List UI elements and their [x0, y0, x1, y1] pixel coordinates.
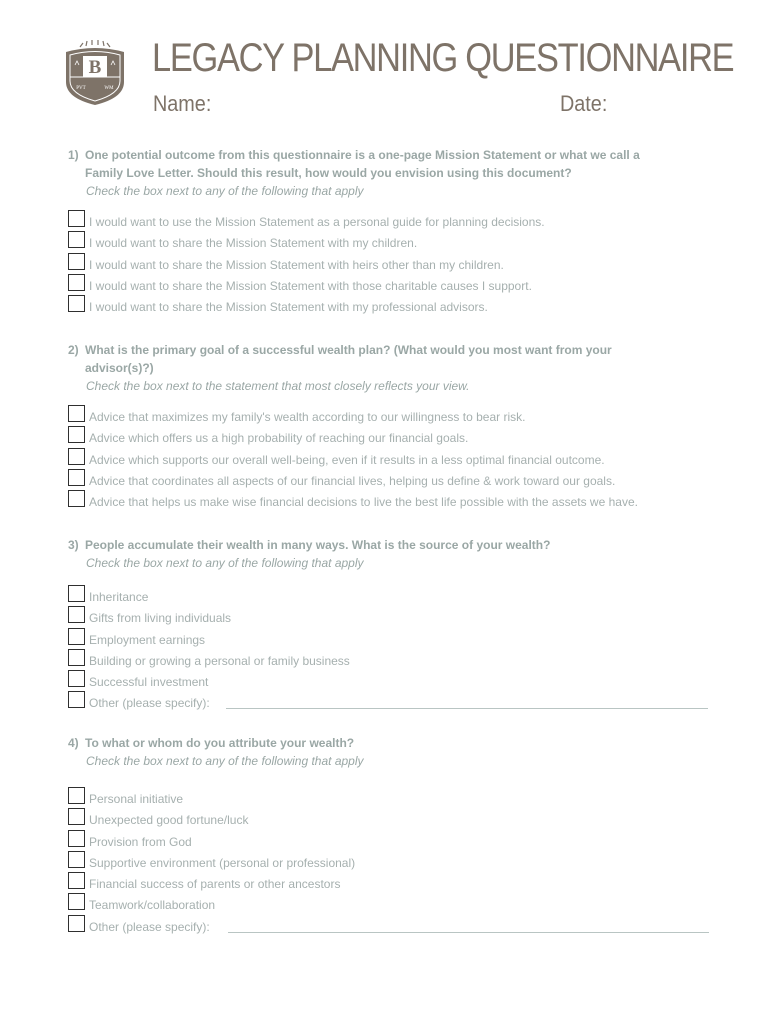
option-label: Advice which offers us a high probability of reaching our financial goals. — [89, 431, 469, 446]
question-3-line: People accumulate their wealth in many ways. What is the source of your wealth? — [85, 538, 551, 552]
date-field-label: Date: — [560, 91, 608, 116]
checkbox[interactable] — [68, 787, 85, 804]
option-row — [68, 878, 688, 899]
option-label: I would want to share the Mission Statement with my professional advisors. — [89, 300, 488, 315]
option-row — [68, 411, 688, 432]
option-label: I would want to share the Mission Statement with my children. — [89, 236, 418, 251]
option-row — [68, 591, 688, 612]
option-row — [68, 676, 688, 697]
question-1-instruction: Check the box next to any of the following that apply — [86, 184, 364, 198]
option-row — [68, 814, 688, 835]
checkbox[interactable] — [68, 872, 85, 889]
question-2 — [68, 341, 688, 517]
logo-left-text: PVT — [76, 86, 86, 91]
option-label: Other (please specify): — [89, 696, 210, 711]
logo-letter: B — [88, 57, 102, 78]
checkbox[interactable] — [68, 670, 85, 687]
question-2-options — [68, 411, 688, 517]
question-3-number: 3) — [68, 538, 79, 552]
checkbox[interactable] — [68, 448, 85, 465]
option-row — [68, 655, 688, 676]
option-row — [68, 216, 688, 237]
option-label: Teamwork/collaboration — [89, 898, 216, 913]
checkbox[interactable] — [68, 851, 85, 868]
option-label: Other (please specify): — [89, 919, 210, 934]
option-row-other — [68, 697, 688, 718]
question-4 — [68, 734, 688, 942]
option-row — [68, 793, 688, 814]
option-label: Advice that maximizes my family's wealth according to our willingness to bear risk. — [89, 410, 526, 424]
option-row — [68, 301, 688, 322]
option-label: I would want to share the Mission Statement with those charitable causes I support. — [89, 278, 532, 293]
question-4-line: To what or whom do you attribute your wealth? — [85, 736, 355, 750]
checkbox[interactable] — [68, 426, 85, 443]
option-label: Personal initiative — [89, 792, 184, 806]
question-3-text — [68, 536, 688, 554]
option-label: Employment earnings — [89, 632, 206, 647]
option-label: I would want to use the Mission Statement as a personal guide for planning decisions. — [89, 215, 545, 229]
question-3 — [68, 536, 688, 719]
option-row — [68, 475, 688, 496]
checkbox[interactable] — [68, 210, 85, 227]
option-row — [68, 259, 688, 280]
option-label: Gifts from living individuals — [89, 611, 232, 626]
question-1 — [68, 146, 688, 322]
question-4-number: 4) — [68, 736, 79, 750]
question-2-line: What is the primary goal of a successful wealth plan? (What would you most want from your — [85, 343, 612, 357]
checkbox[interactable] — [68, 628, 85, 645]
question-1-line: Family Love Letter. Should this result, how would you envision using this document? — [85, 166, 572, 180]
checkbox[interactable] — [68, 915, 85, 932]
other-specify-line[interactable] — [226, 708, 708, 709]
other-specify-line[interactable] — [228, 932, 709, 933]
option-row — [68, 432, 688, 453]
option-label: Financial success of parents or other ancestors — [89, 877, 341, 892]
option-label: Advice that coordinates all aspects of our financial lives, helping us define & work toward our goals. — [89, 473, 616, 488]
checkbox[interactable] — [68, 585, 85, 602]
checkbox[interactable] — [68, 490, 85, 507]
option-label: Advice that helps us make wise financial decisions to live the best life possible with the assets we have. — [89, 495, 638, 510]
question-1-line: One potential outcome from this questionnaire is a one-page Mission Statement or what we call a — [85, 148, 640, 162]
question-2-instruction: Check the box next to the statement that most closely reflects your view. — [86, 379, 470, 393]
checkbox[interactable] — [68, 649, 85, 666]
question-3-options — [68, 591, 688, 719]
option-row — [68, 496, 688, 517]
option-label: Advice which supports our overall well-being, even if it results in a less optimal financial outcome. — [89, 452, 605, 467]
option-label: Inheritance — [89, 590, 149, 604]
option-row-other — [68, 921, 688, 942]
question-4-options — [68, 793, 688, 942]
option-label: I would want to share the Mission Statement with heirs other than my children. — [89, 257, 504, 272]
question-1-number: 1) — [68, 148, 79, 162]
question-3-instruction: Check the box next to any of the following that apply — [86, 556, 364, 570]
option-label: Supportive environment (personal or professional) — [89, 855, 356, 870]
question-4-text — [68, 734, 688, 752]
option-row — [68, 857, 688, 878]
option-row — [68, 612, 688, 633]
option-label: Building or growing a personal or family business — [89, 653, 350, 668]
checkbox[interactable] — [68, 830, 85, 847]
checkbox[interactable] — [68, 295, 85, 312]
checkbox[interactable] — [68, 231, 85, 248]
name-field-label: Name: — [153, 91, 212, 116]
option-row — [68, 899, 688, 920]
option-row — [68, 634, 688, 655]
checkbox[interactable] — [68, 253, 85, 270]
firm-logo-crest-icon — [60, 38, 130, 108]
checkbox[interactable] — [68, 893, 85, 910]
logo-right-text: WM — [104, 86, 114, 91]
checkbox[interactable] — [68, 405, 85, 422]
option-label: Unexpected good fortune/luck — [89, 813, 249, 828]
option-row — [68, 836, 688, 857]
page-title: LEGACY PLANNING QUESTIONNAIRE — [152, 36, 734, 80]
question-2-line: advisor(s)?) — [85, 361, 154, 375]
checkbox[interactable] — [68, 808, 85, 825]
option-row — [68, 454, 688, 475]
question-1-options — [68, 216, 688, 322]
option-row — [68, 237, 688, 258]
question-4-instruction: Check the box next to any of the following that apply — [86, 754, 364, 768]
option-label: Successful investment — [89, 675, 209, 690]
checkbox[interactable] — [68, 691, 85, 708]
option-row — [68, 280, 688, 301]
question-2-text — [68, 341, 688, 377]
checkbox[interactable] — [68, 469, 85, 486]
question-1-text — [68, 146, 688, 182]
checkbox[interactable] — [68, 274, 85, 291]
question-2-number: 2) — [68, 343, 79, 357]
checkbox[interactable] — [68, 606, 85, 623]
option-label: Provision from God — [89, 834, 192, 849]
